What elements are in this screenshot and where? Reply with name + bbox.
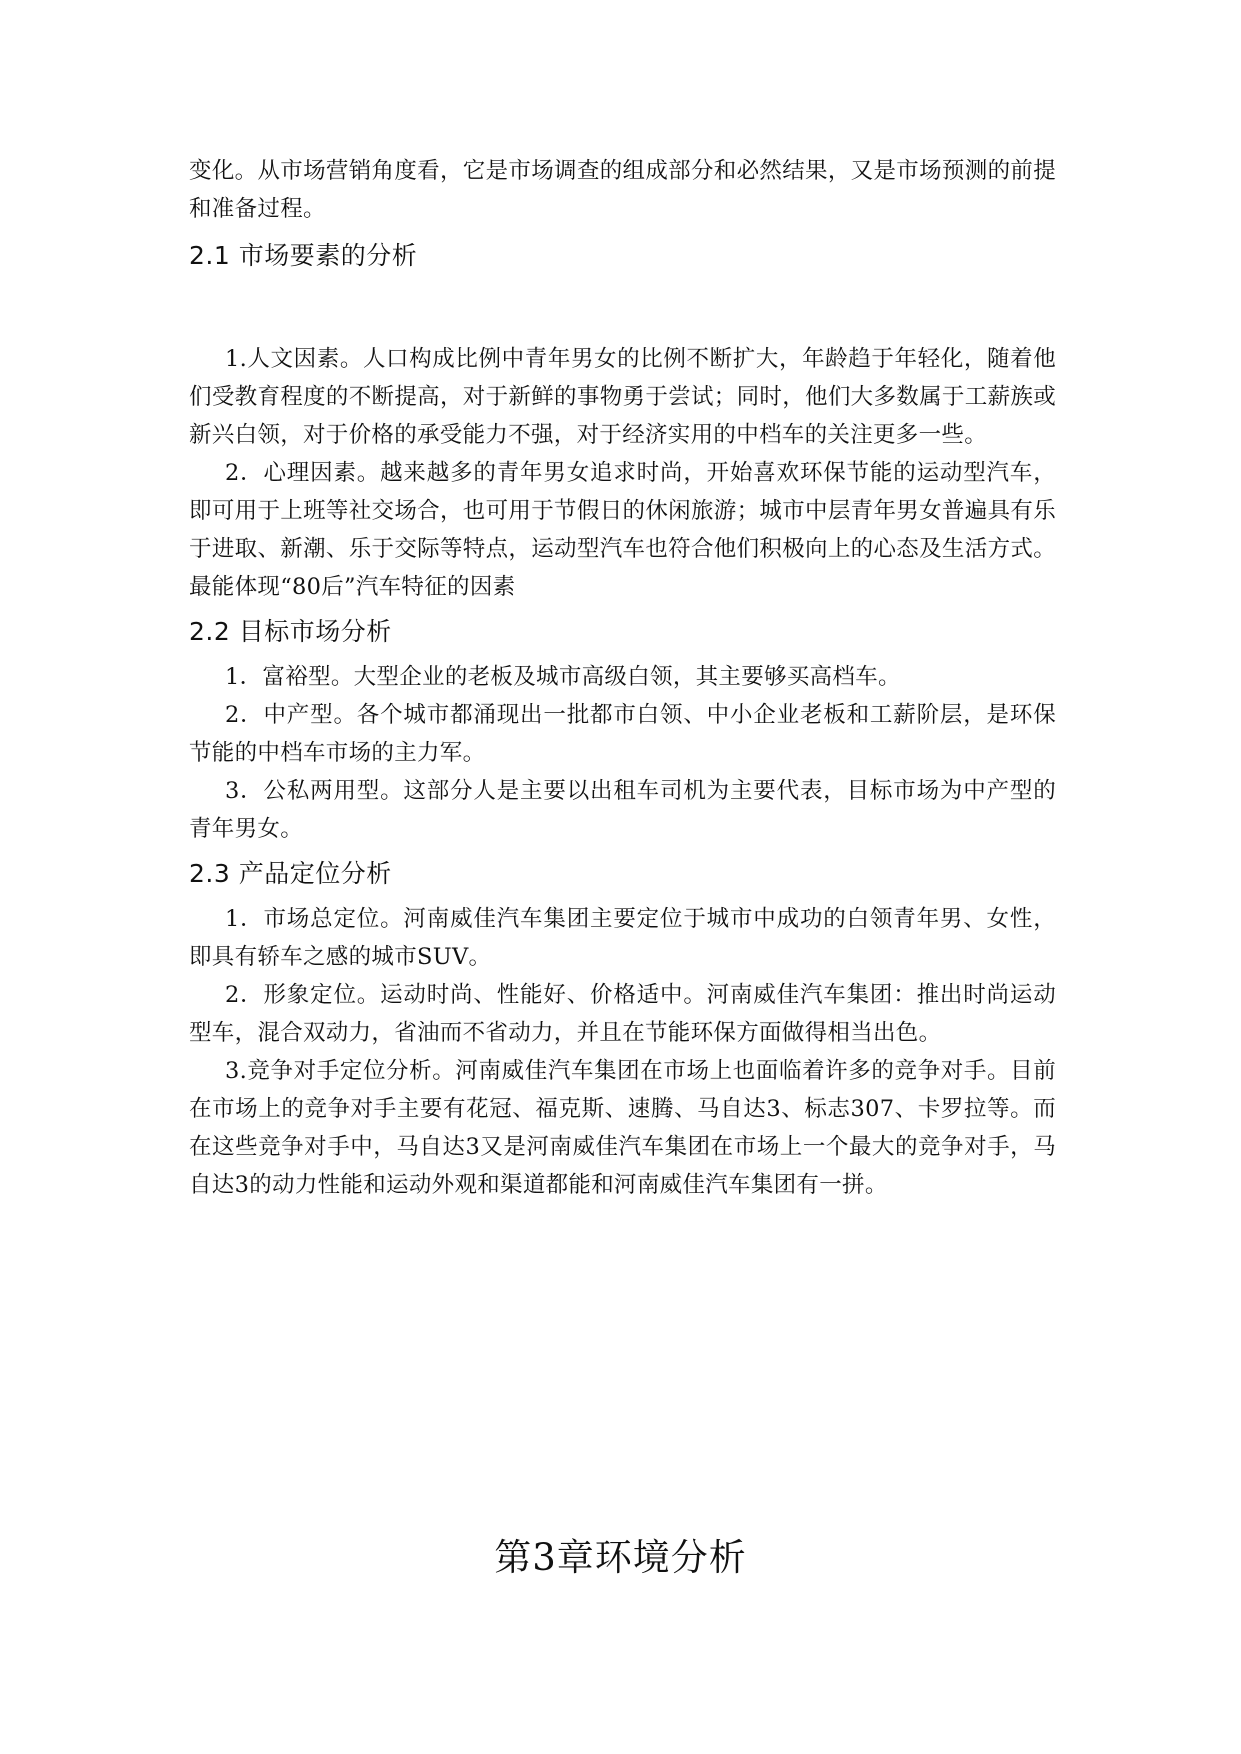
document-body bbox=[189, 152, 1056, 1204]
paragraph-2-1-2: 2．心理因素。越来越多的青年男女追求时尚，开始喜欢环保节能的运动型汽车，即可用于上班等社交场合，也可用于节假日的休闲旅游；城市中层青年男女普遍具有乐于进取、新潮、乐于交际等特点，运动型汽车也符合他们积极向上的心态及生活方式。最能体现“80后”汽车特征的因素 bbox=[189, 460, 1056, 600]
paragraph-2-2-1: 1．富裕型。大型企业的老板及城市高级白领，其主要够买高档车。 bbox=[225, 664, 901, 690]
paragraph-2-3-2: 2．形象定位。运动时尚、性能好、价格适中。河南威佳汽车集团：推出时尚运动型车，混合双动力，省油而不省动力，并且在节能环保方面做得相当出色。 bbox=[189, 982, 1056, 1046]
chapter-title: 第3章环境分析 bbox=[494, 1536, 747, 1579]
section-heading-2-3: 2.3 产品定位分析 bbox=[189, 859, 392, 888]
section-heading-2-2: 2.2 目标市场分析 bbox=[189, 617, 392, 646]
intro-paragraph: 变化。从市场营销角度看，它是市场调查的组成部分和必然结果，又是市场预测的前提和准备过程。 bbox=[189, 158, 1056, 222]
paragraph-2-3-3: 3.竞争对手定位分析。河南威佳汽车集团在市场上也面临着许多的竞争对手。目前在市场上的竞争对手主要有花冠、福克斯、速腾、马自达3、标志307、卡罗拉等。而在这些竞争对手中，马自达3又是河南威佳汽车集团在市场上一个最大的竞争对手，马自达3的动力性能和运动外观和渠道都能和河南威佳汽车集团有一拼。 bbox=[189, 1058, 1056, 1198]
paragraph-2-2-3: 3．公私两用型。这部分人是主要以出租车司机为主要代表，目标市场为中产型的青年男女。 bbox=[189, 778, 1056, 842]
paragraph-2-3-1: 1．市场总定位。河南威佳汽车集团主要定位于城市中成功的白领青年男、女性，即具有轿车之感的城市SUV。 bbox=[189, 906, 1056, 970]
paragraph-2-1-1: 1.人文因素。人口构成比例中青年男女的比例不断扩大，年龄趋于年轻化，随着他们受教育程度的不断提高，对于新鲜的事物勇于尝试；同时，他们大多数属于工薪族或新兴白领，对于价格的承受能力不强，对于经济实用的中档车的关注更多一些。 bbox=[189, 346, 1056, 448]
section-heading-2-1: 2.1 市场要素的分析 bbox=[189, 241, 418, 270]
paragraph-2-2-2: 2．中产型。各个城市都涌现出一批都市白领、中小企业老板和工薪阶层，是环保节能的中档车市场的主力军。 bbox=[189, 702, 1056, 766]
